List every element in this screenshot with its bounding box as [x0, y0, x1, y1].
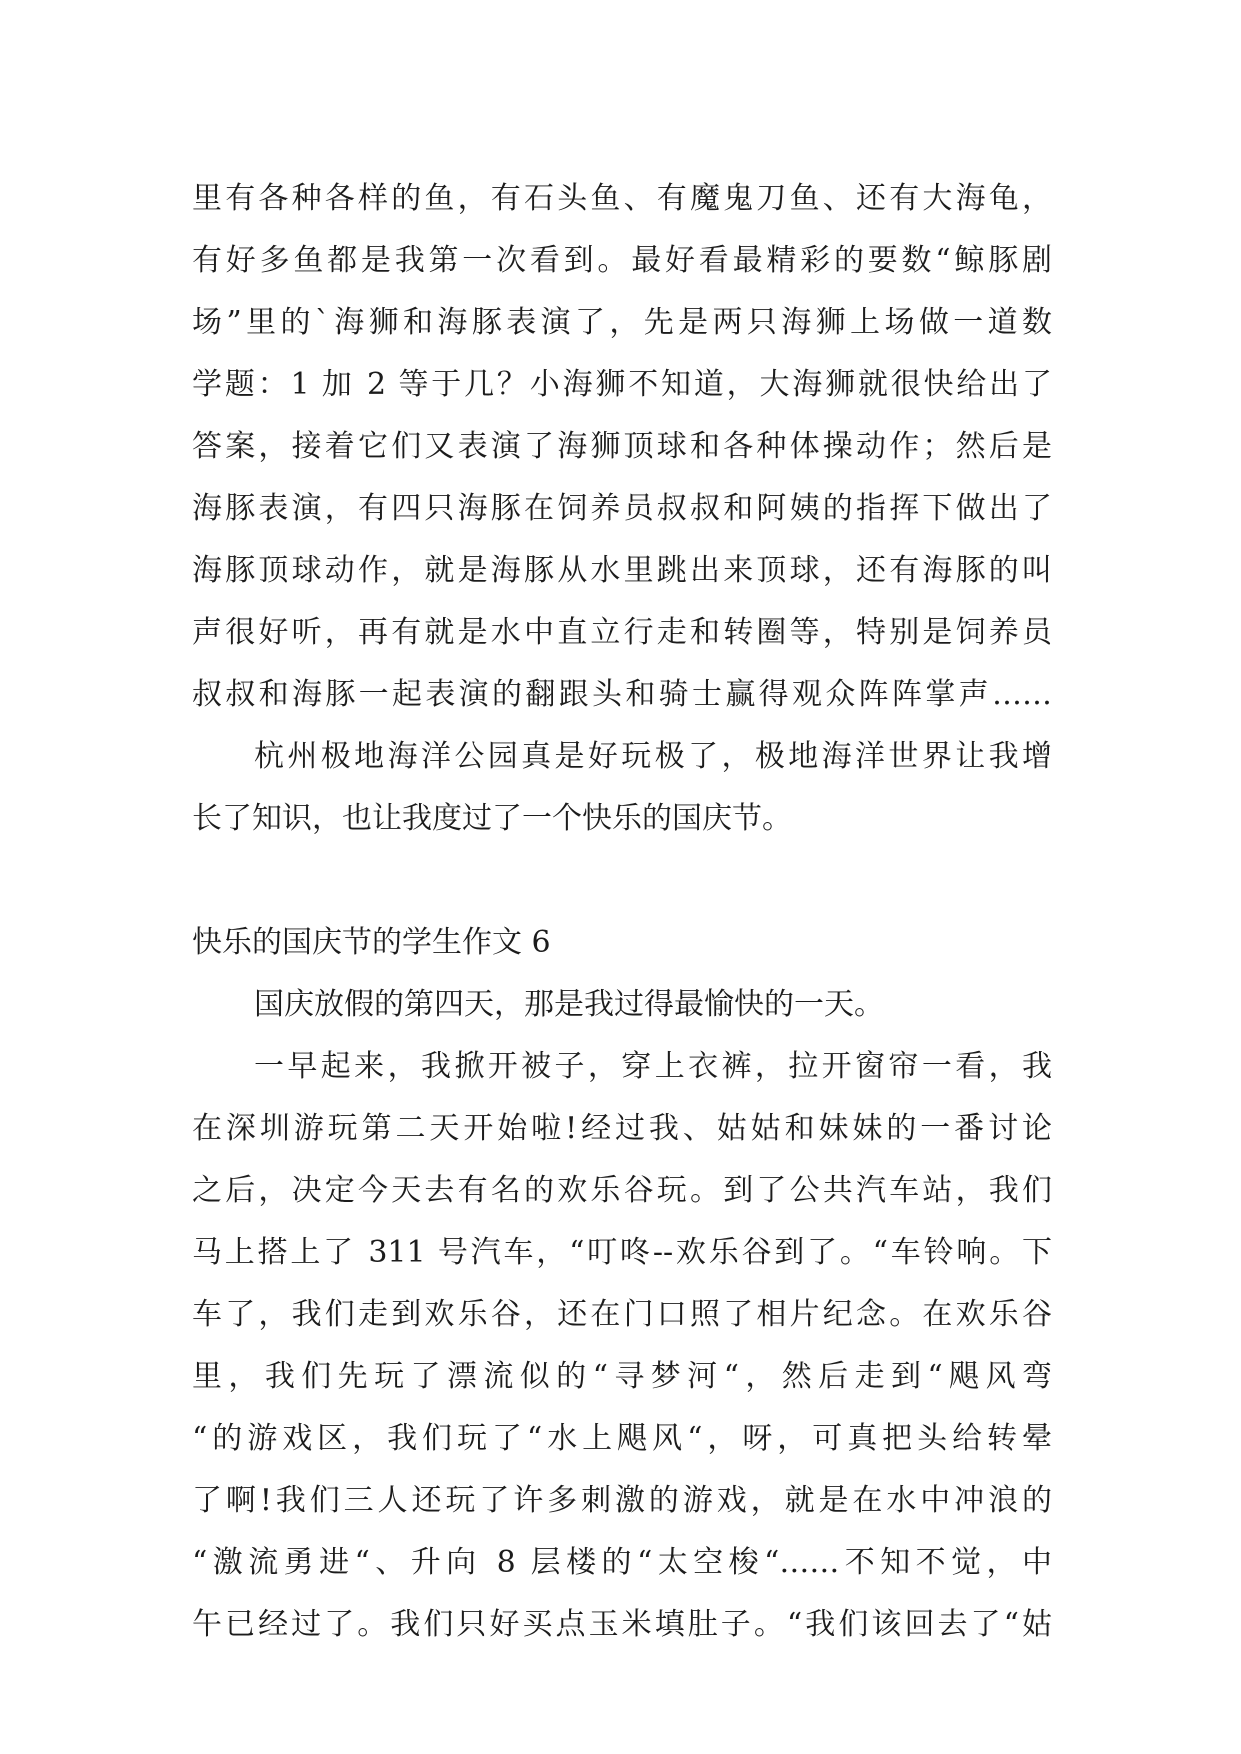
text-line: 国庆放假的第四天，那是我过得最愉快的一天。	[254, 987, 884, 1022]
text-line: 一早起来，我掀开被子，穿上衣裤，拉开窗帘一看，我	[254, 1049, 1052, 1084]
text-line: 海豚表演，有四只海豚在饲养员叔叔和阿姨的指挥下做出了	[192, 491, 1052, 526]
text-line: 了啊!我们三人还玩了许多刺激的游戏，就是在水中冲浪的	[192, 1483, 1052, 1518]
text-line: 马上搭上了 311 号汽车，“叮咚--欢乐谷到了。“车铃响。下	[192, 1235, 1052, 1270]
text-line: 之后，决定今天去有名的欢乐谷玩。到了公共汽车站，我们	[192, 1173, 1052, 1208]
essay-6-intro-paragraph	[192, 974, 1052, 1036]
text-line: 午已经过了。我们只好买点玉米填肚子。“我们该回去了“姑	[192, 1607, 1052, 1642]
text-line: 车了，我们走到欢乐谷，还在门口照了相片纪念。在欢乐谷	[192, 1297, 1052, 1332]
text-line: 场”里的`海狮和海豚表演了，先是两只海狮上场做一道数	[192, 305, 1052, 340]
document-body	[192, 168, 1052, 1656]
essay-6-body-paragraph	[192, 1036, 1052, 1656]
text-line: 杭州极地海洋公园真是好玩极了，极地海洋世界让我增	[254, 739, 1052, 774]
text-line: 里，我们先玩了漂流似的“寻梦河“，然后走到“飓风弯	[192, 1359, 1052, 1394]
text-line: 学题：1 加 2 等于几？小海狮不知道，大海狮就很快给出了	[192, 367, 1052, 402]
paragraph-gap	[192, 850, 1052, 912]
text-line: 里有各种各样的鱼，有石头鱼、有魔鬼刀鱼、还有大海龟，	[192, 181, 1052, 216]
text-line: 答案，接着它们又表演了海狮顶球和各种体操动作；然后是	[192, 429, 1052, 464]
text-line: 有好多鱼都是我第一次看到。最好看最精彩的要数“鲸豚剧	[192, 243, 1052, 278]
text-line: “的游戏区，我们玩了“水上飓风“，呀，可真把头给转晕	[192, 1421, 1052, 1456]
text-line: 海豚顶球动作，就是海豚从水里跳出来顶球，还有海豚的叫	[192, 553, 1052, 588]
text-line: 长了知识，也让我度过了一个快乐的国庆节。	[192, 801, 792, 836]
text-line: “激流勇进“、升向 8 层楼的“太空梭“……不知不觉，中	[192, 1545, 1052, 1580]
essay-5-continuation	[192, 168, 1052, 726]
essay-6-title: 快乐的国庆节的学生作文 6	[192, 925, 551, 960]
text-line: 在深圳游玩第二天开始啦!经过我、姑姑和妹妹的一番讨论	[192, 1111, 1052, 1146]
text-line: 声很好听，再有就是水中直立行走和转圈等，特别是饲养员	[192, 615, 1052, 650]
essay-5-closing-paragraph	[192, 726, 1052, 850]
text-line: 叔叔和海豚一起表演的翻跟头和骑士赢得观众阵阵掌声……	[192, 677, 1052, 712]
